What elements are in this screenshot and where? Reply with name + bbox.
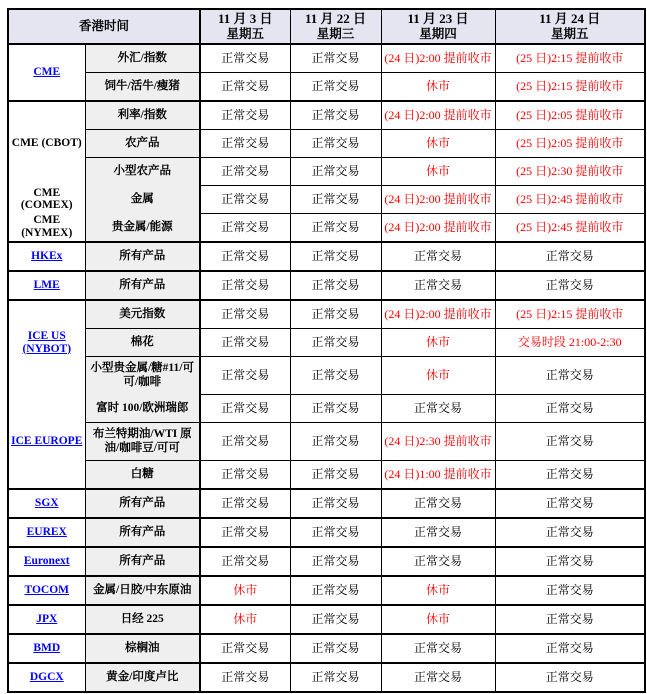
exchange-label-cbot: CME (CBOT) [11,137,82,150]
product-cell: 日经 225 [85,605,200,634]
product-cell: 布兰特期油/WTI 原油/咖啡豆/可可 [85,423,200,461]
exchange-label-nymex: CME (NYMEX) [21,214,73,240]
status-cell: 正常交易 [290,395,381,423]
table-header [8,9,645,44]
table-row [8,547,645,576]
header-date-4 [495,9,645,44]
exchange-cell-hkex [8,242,85,271]
status-cell: 正常交易 [200,663,290,692]
product-cell-stacked [85,357,200,423]
product-cell: 外汇/指数 [85,44,200,73]
product-cell: 白糖 [85,461,200,490]
table-row [8,271,645,300]
status-cell: 休市 [381,576,495,605]
table-row [8,130,645,158]
product-cell-stacked [85,158,200,243]
product-label: 富时 100/欧洲瑞郎 [96,401,189,414]
exchange-cell-ice [8,300,85,489]
jpx-link[interactable]: JPX [36,613,58,626]
product-cell: 金属/日胶/中东原油 [85,576,200,605]
header-date-2 [290,9,381,44]
spacer [9,301,85,329]
spacer [9,460,85,488]
status-cell: (24 日)2:00 提前收市 [381,101,495,130]
status-cell: 正常交易 [495,395,645,423]
status-cell: 正常交易 [381,271,495,300]
status-cell: 正常交易 [290,605,381,634]
status-cell: 正常交易 [200,395,290,423]
header-date-3 [381,9,495,44]
status-cell: (24 日)2:00 提前收市 [381,214,495,243]
product-cell: 棕榈油 [85,634,200,663]
status-cell: 正常交易 [290,271,381,300]
status-cell: 正常交易 [200,130,290,158]
weekday-label: 星期五 [550,26,589,41]
product-label: 贵金属/能源 [111,220,173,233]
table-row [8,329,645,357]
product-cell: 所有产品 [85,518,200,547]
status-cell: 正常交易 [495,242,645,271]
status-cell: 正常交易 [381,547,495,576]
status-cell: (24 日)1:00 提前收市 [381,461,495,490]
status-cell: 正常交易 [290,634,381,663]
status-cell: 正常交易 [200,634,290,663]
status-cell: (25 日)2:15 提前收市 [495,73,645,102]
header-hk-time: 香港时间 [8,9,200,44]
status-cell: (24 日)2:00 提前收市 [381,300,495,329]
status-cell: 休市 [200,576,290,605]
table-row [8,518,645,547]
status-cell: 正常交易 [200,518,290,547]
date-label: 11 月 3 日 [217,11,273,27]
tocom-link[interactable]: TOCOM [24,584,69,597]
status-cell: 正常交易 [290,518,381,547]
product-cell: 美元指数 [85,300,200,329]
status-cell: (24 日)2:00 提前收市 [381,44,495,73]
product-cell: 棉花 [85,329,200,357]
product-cell: 所有产品 [85,271,200,300]
table-row [8,576,645,605]
product-label: 金属 [130,192,154,205]
exchange-cell-euronext [8,547,85,576]
exchange-cell-cme [8,44,85,101]
status-cell: 休市 [381,73,495,102]
status-cell: (25 日)2:45 提前收市 [495,214,645,243]
table-row [8,605,645,634]
header-row [8,9,645,44]
status-cell: 正常交易 [290,423,381,461]
status-cell: 正常交易 [200,242,290,271]
exchange-cell-bmd [8,634,85,663]
status-cell: 正常交易 [495,518,645,547]
table-row [8,357,645,395]
trading-hours-table [7,8,646,693]
table-row [8,423,645,461]
exchange-label-ice-europe [9,422,85,460]
spacer [9,357,85,423]
status-cell: 正常交易 [381,518,495,547]
status-cell: (25 日)2:15 提前收市 [495,44,645,73]
status-cell: 正常交易 [290,130,381,158]
product-cell: 所有产品 [85,242,200,271]
table-row [8,44,645,73]
lme-link[interactable]: LME [33,279,60,292]
exchange-cell-lme [8,271,85,300]
bmd-link[interactable]: BMD [33,642,61,655]
euronext-link[interactable]: Euronext [23,555,70,568]
exchange-label-ice-us [9,329,85,357]
ice-europe-link[interactable]: ICE EUROPE [11,434,83,447]
exchange-cell-jpx [8,605,85,634]
status-cell: 正常交易 [290,186,381,214]
status-cell: 正常交易 [290,576,381,605]
status-cell: 正常交易 [200,186,290,214]
header-date-1 [200,9,290,44]
table-row [8,461,645,490]
status-cell: 正常交易 [381,634,495,663]
status-cell: 正常交易 [495,489,645,518]
sgx-link[interactable]: SGX [34,497,59,510]
product-label: 小型贵金属/糖#11/可可/咖啡 [90,362,194,388]
status-cell: (25 日)2:05 提前收市 [495,101,645,130]
status-cell: 休市 [381,329,495,357]
status-cell: 正常交易 [495,663,645,692]
status-cell: 正常交易 [290,489,381,518]
status-cell: 正常交易 [495,634,645,663]
status-cell: 正常交易 [495,423,645,461]
date-label: 11 月 24 日 [539,11,601,27]
status-cell: 正常交易 [290,214,381,243]
table-row [8,489,645,518]
status-cell: 正常交易 [290,547,381,576]
status-cell: 正常交易 [200,44,290,73]
status-cell: 正常交易 [200,357,290,395]
product-cell: 所有产品 [85,489,200,518]
status-cell: (25 日)2:15 提前收市 [495,300,645,329]
status-cell: 正常交易 [381,663,495,692]
product-cell: 农产品 [85,130,200,158]
status-cell: 正常交易 [200,329,290,357]
status-cell: 正常交易 [290,242,381,271]
status-cell: 正常交易 [200,73,290,102]
status-cell: 正常交易 [290,461,381,490]
weekday-label: 星期五 [226,26,264,41]
status-cell: 正常交易 [495,357,645,395]
status-cell: 正常交易 [381,242,495,271]
status-cell: 正常交易 [200,101,290,130]
hkex-link[interactable]: HKEx [31,250,63,263]
product-cell: 利率/指数 [85,101,200,130]
date-label: 11 月 23 日 [407,11,469,27]
product-cell: 所有产品 [85,547,200,576]
status-cell: 正常交易 [290,663,381,692]
weekday-label: 星期三 [316,26,355,41]
status-cell: 正常交易 [495,605,645,634]
exchange-cell-dgcx [8,663,85,692]
status-cell: 休市 [200,605,290,634]
table-row [8,158,645,186]
status-cell: 休市 [381,158,495,186]
status-cell: 正常交易 [290,357,381,395]
status-cell: 正常交易 [495,547,645,576]
date-label: 11 月 22 日 [304,11,367,27]
status-cell: 正常交易 [200,489,290,518]
status-cell: 正常交易 [290,101,381,130]
status-cell: 正常交易 [495,271,645,300]
table-row [8,663,645,692]
status-cell: 正常交易 [381,395,495,423]
status-cell: 正常交易 [200,547,290,576]
status-cell: 正常交易 [200,214,290,243]
status-cell: 正常交易 [495,576,645,605]
status-cell: 正常交易 [290,329,381,357]
status-cell: 交易时段 21:00-2:30 [495,329,645,357]
table-row [8,634,645,663]
exchange-cell-cme-divisions [8,101,85,242]
exchange-cell-eurex [8,518,85,547]
table-row [8,242,645,271]
product-label: 小型农产品 [113,165,171,178]
table-row [8,101,645,130]
dgcx-link[interactable]: DGCX [29,671,64,684]
status-cell: 正常交易 [290,300,381,329]
status-cell: 正常交易 [200,300,290,329]
status-cell: 休市 [381,605,495,634]
eurex-link[interactable]: EUREX [26,526,67,539]
exchange-cell-tocom [8,576,85,605]
status-cell: 正常交易 [290,158,381,186]
status-cell: 正常交易 [200,158,290,186]
status-cell: 正常交易 [200,423,290,461]
status-cell: 正常交易 [200,461,290,490]
cme-link[interactable]: CME [33,66,61,79]
table-row [8,73,645,102]
status-cell: 正常交易 [290,44,381,73]
status-cell: (24 日)2:30 提前收市 [381,423,495,461]
table-row [8,300,645,329]
status-cell: (24 日)2:00 提前收市 [381,186,495,214]
exchange-cell-sgx [8,489,85,518]
status-cell: (25 日)2:05 提前收市 [495,130,645,158]
status-cell: 正常交易 [290,73,381,102]
status-cell: 休市 [381,357,495,395]
status-cell: 正常交易 [381,489,495,518]
status-cell: (25 日)2:45 提前收市 [495,186,645,214]
exchange-label-comex: CME (COMEX) [20,186,73,212]
weekday-label: 星期四 [419,26,457,41]
status-cell: 正常交易 [495,461,645,490]
status-cell: 休市 [381,130,495,158]
status-cell: 正常交易 [200,271,290,300]
status-cell: (25 日)2:30 提前收市 [495,158,645,186]
product-cell: 黄金/印度卢比 [85,663,200,692]
ice-us-link[interactable]: ICE US (NYBOT) [22,330,72,355]
product-cell: 饲牛/活牛/瘦猪 [85,73,200,102]
